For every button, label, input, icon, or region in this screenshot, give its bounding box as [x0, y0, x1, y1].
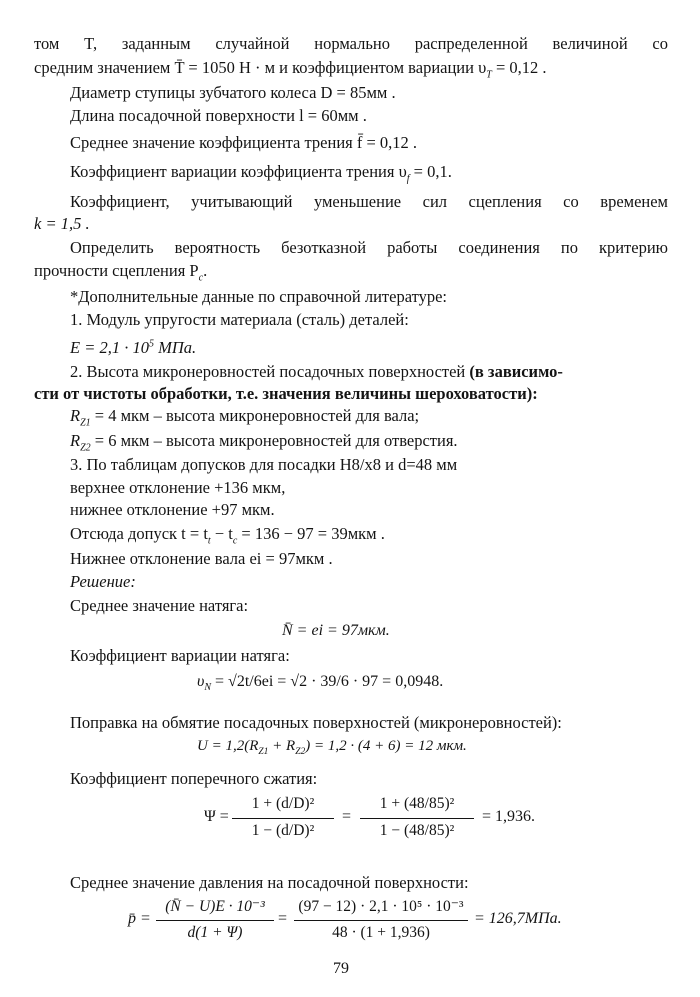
text-line: средним значением T̄ = 1050 H · м и коэффициентом вариации $\upsilon_T = 0,12$ .: [34, 58, 547, 81]
text-line: $E = 2,1 \cdot 10^5$ МПа.: [70, 337, 197, 357]
text-line: Среднее значение коэффициента трения f̄ = 0,12 .: [70, 133, 418, 152]
text-line: 3. По таблицам допусков для посадки H8/x8 и d=48 мм: [70, 455, 458, 474]
psi-numerator: 1 + (d/D)²: [251, 795, 315, 812]
text-line: Длина посадочной поверхности l = 60мм .: [70, 106, 367, 125]
text-line: $R_{Z1} = 4$ мкм – высота микронеровностей для вала;: [70, 406, 420, 429]
text-line: Коэффициент поперечного сжатия:: [70, 769, 318, 788]
text-line: 1. Модуль упругости материала (сталь) деталей:: [70, 310, 409, 329]
text-line: Коэффициент, учитывающий уменьшение сил сцепления со временем: [70, 192, 668, 211]
text-line: Определить вероятность безотказной работы соединения по критерию: [70, 238, 668, 257]
p-denominator: d(1 + Ψ): [187, 924, 243, 941]
text-line: 2. Высота микронеровностей посадочных поверхностей (в зависимо-: [70, 362, 563, 381]
equation-mean-interference: N̄ = ei = 97мкм.: [282, 622, 390, 639]
text-line: том T, заданным случайной нормально распределенной величиной со: [34, 34, 668, 53]
text-line: нижнее отклонение +97 мкм.: [70, 500, 275, 519]
text-line: k = 1,5 .: [34, 214, 90, 233]
page-number: 79: [333, 960, 349, 977]
text-line: Нижнее отклонение вала ei = 97мкм .: [70, 549, 333, 568]
psi-numerator-values: 1 + (48/85)²: [379, 795, 455, 812]
equation-variation-interference: $\upsilon_N = √2t/6ei = √2 \cdot 39/6 \cdot 97 = 0,0948$.: [197, 673, 444, 694]
equation-equals: =: [278, 910, 288, 927]
p-numerator-values: (97 − 12) · 2,1 · 10⁵ · 10⁻³: [298, 898, 464, 915]
equation-p-lhs: p̄ =: [128, 910, 151, 927]
text-line: $R_{Z2} = 6$ мкм – высота микронеровностей для отверстия.: [70, 431, 458, 454]
text-line: Среднее значение натяга:: [70, 596, 249, 615]
text-line: *Дополнительные данные по справочной литературе:: [70, 287, 447, 306]
text-line: Поправка на обмятие посадочных поверхностей (микронеровностей):: [70, 713, 562, 732]
fraction-bar: [294, 920, 468, 921]
equation-correction: $U = 1,2(R_{Z1} + R_{Z2}) = 1,2 \cdot (4 + 6) = 12$ мкм.: [197, 738, 467, 757]
fraction-bar: [156, 920, 274, 921]
text-line: Коэффициент вариации коэффициента трения $\upsilon_f = 0,1$.: [70, 162, 452, 185]
text-line: Среднее значение давления на посадочной поверхности:: [70, 873, 469, 892]
fraction-bar: [360, 818, 474, 819]
psi-result: = 1,936.: [482, 808, 536, 825]
text-line: Коэффициент вариации натяга:: [70, 646, 290, 665]
p-numerator: (N̄ − U)E · 10⁻³: [165, 898, 265, 915]
p-result: = 126,7МПа.: [474, 910, 562, 927]
text-line: Отсюда допуск $t = t_t - t_c = 136 - 97 = 39мкм$ .: [70, 524, 385, 547]
text-line: Диаметр ступицы зубчатого колеса D = 85мм .: [70, 83, 396, 102]
text-line: Решение:: [70, 572, 136, 591]
text-line: сти от чистоты обработки, т.е. значения величины шероховатости):: [34, 384, 538, 403]
p-denominator-values: 48 · (1 + 1,936): [332, 924, 430, 941]
fraction-bar: [232, 818, 334, 819]
text-line: прочности сцепления $P_c$.: [34, 261, 208, 284]
equation-equals: =: [342, 808, 352, 825]
psi-denominator: 1 − (d/D)²: [251, 822, 315, 839]
psi-denominator-values: 1 − (48/85)²: [379, 822, 455, 839]
text-line: верхнее отклонение +136 мкм,: [70, 478, 286, 497]
equation-psi-lhs: Ψ =: [204, 808, 229, 825]
